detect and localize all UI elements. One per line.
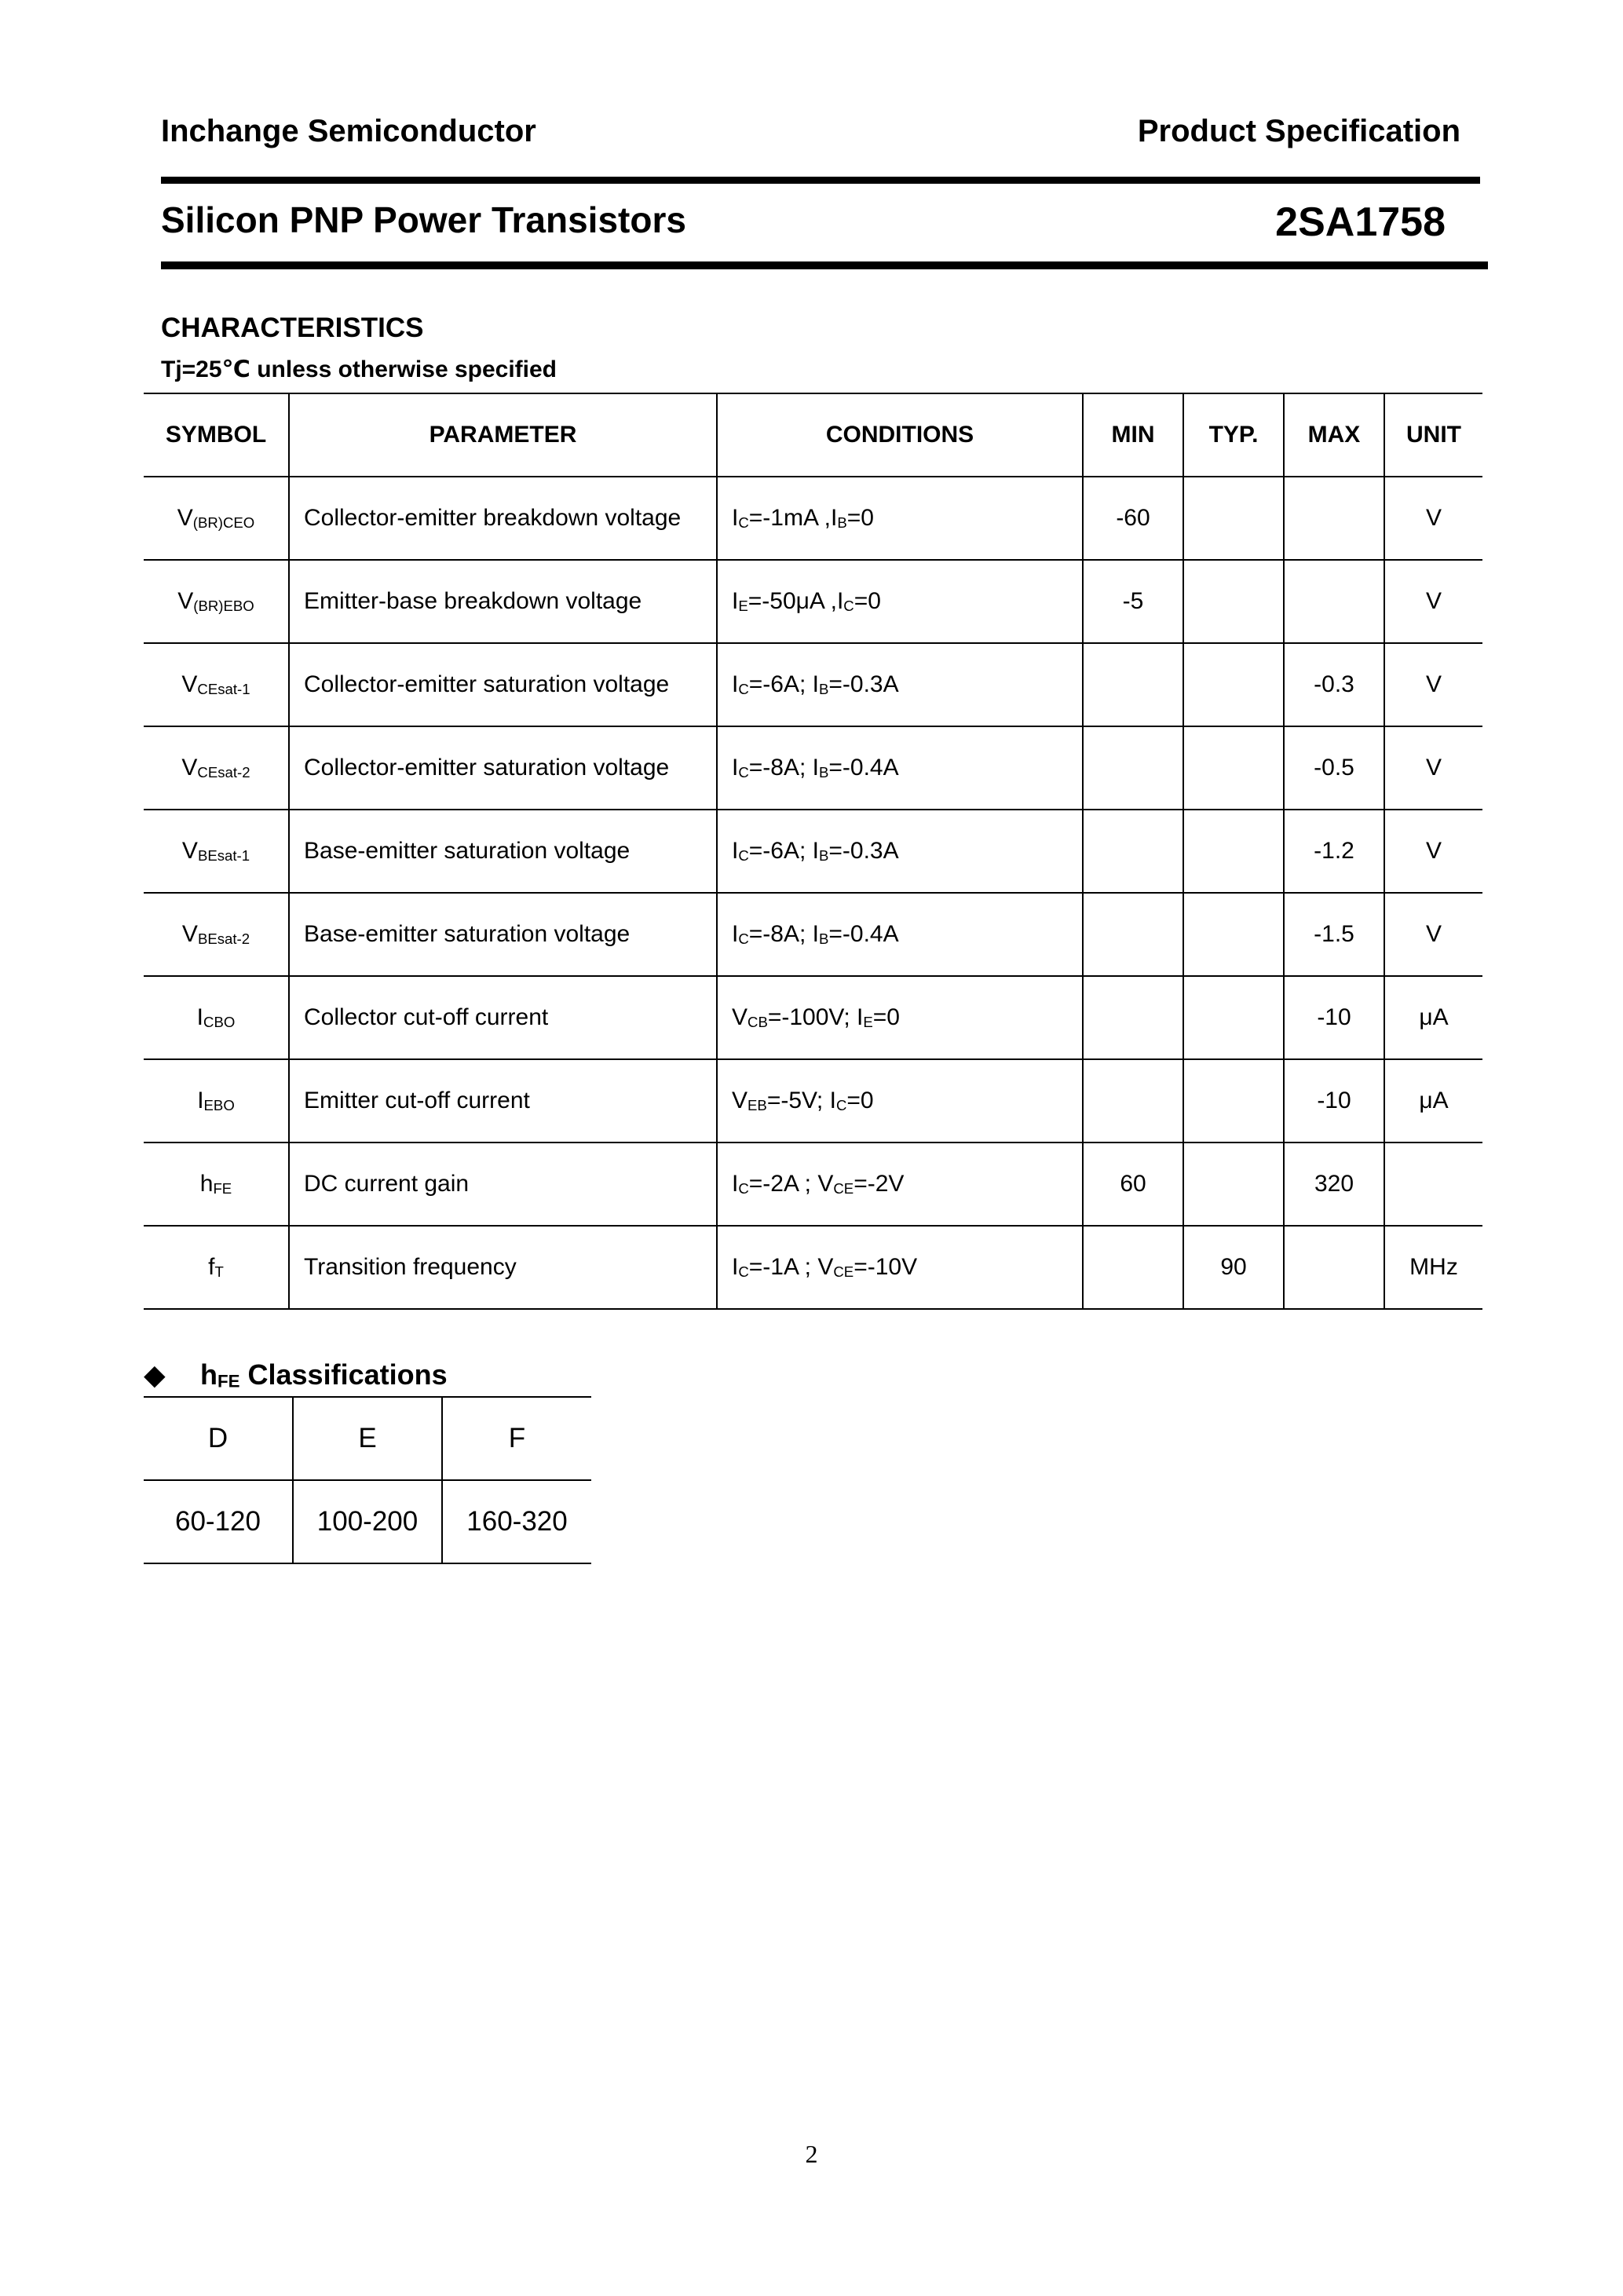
condition-letter: I	[812, 921, 819, 947]
condition-rest: =-5V;	[766, 1088, 830, 1113]
parameter-cell: Collector cut-off current	[289, 976, 717, 1059]
conditions-cell	[717, 643, 1083, 726]
condition-sub: C	[738, 514, 749, 531]
table-body	[144, 477, 1482, 1309]
column-header: TYP.	[1183, 393, 1284, 477]
condition-rest: =-8A;	[748, 921, 813, 947]
hfe-title	[144, 1358, 448, 1391]
condition-sub: CE	[833, 1179, 854, 1197]
condition-rest: =0	[846, 505, 874, 531]
header-rule-bottom	[161, 261, 1488, 269]
condition-sub: C	[738, 930, 749, 947]
max-cell: -10	[1284, 976, 1384, 1059]
symbol-sub: BEsat-2	[197, 930, 250, 947]
min-cell: -60	[1083, 477, 1183, 560]
symbol-main: V	[181, 671, 198, 697]
condition-letter: I	[732, 505, 739, 531]
condition-sub: B	[819, 846, 829, 864]
condition-rest: =-1A ;	[748, 1254, 818, 1280]
symbol-main: V	[181, 921, 198, 947]
condition-letter: I	[831, 505, 838, 531]
max-cell: -10	[1284, 1059, 1384, 1143]
min-cell	[1083, 976, 1183, 1059]
symbol-cell	[144, 810, 289, 893]
symbol-cell	[144, 893, 289, 976]
typ-cell: 90	[1183, 1226, 1284, 1309]
product-line: Silicon PNP Power Transistors	[161, 199, 686, 240]
condition-sub: C	[738, 846, 749, 864]
typ-cell	[1183, 893, 1284, 976]
symbol-sub: FE	[213, 1179, 232, 1197]
symbol-main: V	[181, 838, 198, 864]
condition-sub: CB	[748, 1013, 768, 1030]
conditions-cell	[717, 726, 1083, 810]
conditions-cell	[717, 976, 1083, 1059]
condition-rest: =-1mA ,	[748, 505, 831, 531]
condition-rest: =-0.4A	[828, 921, 899, 947]
condition-rest: =0	[846, 1088, 874, 1113]
conditions-cell	[717, 893, 1083, 976]
condition-rest: =-100V;	[767, 1004, 857, 1030]
condition-rest: =-6A;	[748, 838, 813, 864]
part-number: 2SA1758	[1275, 199, 1446, 245]
min-cell	[1083, 726, 1183, 810]
column-header: UNIT	[1384, 393, 1482, 477]
condition-rest: =-8A;	[748, 755, 813, 781]
symbol-sub: CBO	[203, 1013, 236, 1030]
table-row	[144, 1226, 1482, 1309]
symbol-cell	[144, 560, 289, 643]
unit-cell: MHz	[1384, 1226, 1482, 1309]
condition-sub: B	[819, 763, 829, 781]
symbol-cell	[144, 1143, 289, 1226]
condition-sub: B	[819, 930, 829, 947]
hfe-class-label: F	[442, 1397, 591, 1480]
max-cell: 320	[1284, 1143, 1384, 1226]
parameter-cell: Collector-emitter breakdown voltage	[289, 477, 717, 560]
parameter-cell: Emitter cut-off current	[289, 1059, 717, 1143]
conditions-cell	[717, 810, 1083, 893]
condition-letter: I	[732, 671, 739, 697]
condition-letter: I	[732, 755, 739, 781]
parameter-cell: Collector-emitter saturation voltage	[289, 643, 717, 726]
table-row	[144, 1143, 1482, 1226]
unit-cell: V	[1384, 560, 1482, 643]
condition-rest: =-0.4A	[828, 755, 899, 781]
max-cell	[1284, 560, 1384, 643]
section-title: CHARACTERISTICS	[161, 313, 424, 343]
min-cell	[1083, 1059, 1183, 1143]
unit-cell: μA	[1384, 1059, 1482, 1143]
condition-rest: =0	[854, 588, 881, 614]
column-header: CONDITIONS	[717, 393, 1083, 477]
header-rule-top	[161, 177, 1480, 184]
symbol-sub: BEsat-1	[197, 846, 250, 864]
conditions-cell	[717, 1059, 1083, 1143]
symbol-main: V	[181, 755, 198, 781]
unit-cell: V	[1384, 726, 1482, 810]
typ-cell	[1183, 477, 1284, 560]
parameter-cell: Transition frequency	[289, 1226, 717, 1309]
symbol-cell	[144, 976, 289, 1059]
symbol-main: I	[196, 1004, 204, 1030]
table-row	[144, 976, 1482, 1059]
symbol-main: f	[208, 1254, 215, 1280]
table-row	[144, 893, 1482, 976]
parameter-cell: Base-emitter saturation voltage	[289, 893, 717, 976]
hfe-title-main: h	[200, 1358, 217, 1391]
parameter-cell: Emitter-base breakdown voltage	[289, 560, 717, 643]
spec-label: Product Specification	[1137, 114, 1460, 148]
conditions-cell	[717, 1226, 1083, 1309]
min-cell	[1083, 643, 1183, 726]
condition-sub: E	[863, 1013, 873, 1030]
max-cell	[1284, 477, 1384, 560]
hfe-class-range: 60-120	[144, 1480, 293, 1563]
unit-cell	[1384, 1143, 1482, 1226]
symbol-sub: CEsat-1	[197, 680, 250, 697]
characteristics-table	[144, 393, 1482, 1310]
max-cell: -1.2	[1284, 810, 1384, 893]
typ-cell	[1183, 560, 1284, 643]
max-cell	[1284, 1226, 1384, 1309]
symbol-main: V	[177, 588, 194, 614]
min-cell	[1083, 1226, 1183, 1309]
page-number: 2	[805, 2140, 818, 2168]
table-header-row	[144, 393, 1482, 477]
column-header: MAX	[1284, 393, 1384, 477]
condition-letter: I	[732, 1254, 739, 1280]
condition-sub: C	[738, 680, 749, 697]
hfe-classification-table	[144, 1396, 591, 1564]
condition-rest: =0	[872, 1004, 900, 1030]
symbol-sub: CEsat-2	[197, 763, 250, 781]
condition-letter: I	[836, 588, 844, 614]
hfe-header-row	[144, 1397, 591, 1480]
header-mid	[161, 199, 1446, 254]
min-cell: -5	[1083, 560, 1183, 643]
symbol-main: h	[199, 1171, 214, 1197]
hfe-title-sub: FE	[217, 1371, 240, 1391]
diamond-bullet-icon: ◆	[144, 1358, 166, 1391]
condition-letter: V	[817, 1254, 834, 1280]
parameter-cell: Base-emitter saturation voltage	[289, 810, 717, 893]
table-row	[144, 560, 1482, 643]
unit-cell: V	[1384, 810, 1482, 893]
condition-letter: I	[812, 838, 819, 864]
typ-cell	[1183, 1143, 1284, 1226]
min-cell	[1083, 893, 1183, 976]
condition-rest: =-2V	[854, 1171, 905, 1197]
column-header: PARAMETER	[289, 393, 717, 477]
parameter-cell: DC current gain	[289, 1143, 717, 1226]
section-subtitle: Tj=25℃ unless otherwise specified	[161, 356, 557, 382]
table-row	[144, 643, 1482, 726]
condition-letter: I	[812, 671, 819, 697]
column-header: MIN	[1083, 393, 1183, 477]
condition-rest: =-50μA ,	[748, 588, 837, 614]
max-cell: -0.3	[1284, 643, 1384, 726]
table-row	[144, 726, 1482, 810]
table-row	[144, 1059, 1482, 1143]
condition-sub: CE	[833, 1263, 854, 1280]
symbol-cell	[144, 1226, 289, 1309]
condition-rest: =-2A ;	[748, 1171, 818, 1197]
hfe-value-row	[144, 1480, 591, 1563]
typ-cell	[1183, 726, 1284, 810]
condition-sub: E	[738, 597, 748, 614]
typ-cell	[1183, 810, 1284, 893]
symbol-main: I	[197, 1088, 204, 1113]
condition-sub: C	[738, 1179, 749, 1197]
max-cell: -0.5	[1284, 726, 1384, 810]
symbol-cell	[144, 726, 289, 810]
typ-cell	[1183, 976, 1284, 1059]
symbol-sub: (BR)EBO	[193, 597, 254, 614]
condition-letter: I	[732, 1171, 739, 1197]
condition-rest: =-10V	[854, 1254, 918, 1280]
condition-letter: I	[829, 1088, 836, 1113]
company-name: Inchange Semiconductor	[161, 114, 536, 148]
conditions-cell	[717, 560, 1083, 643]
symbol-sub: T	[214, 1263, 224, 1280]
unit-cell: V	[1384, 477, 1482, 560]
condition-sub: C	[738, 763, 749, 781]
condition-sub: B	[819, 680, 829, 697]
typ-cell	[1183, 1059, 1284, 1143]
condition-sub: C	[835, 1096, 847, 1113]
condition-letter: I	[732, 588, 739, 614]
typ-cell	[1183, 643, 1284, 726]
hfe-class-label: D	[144, 1397, 293, 1480]
condition-letter: V	[732, 1004, 748, 1030]
condition-letter: I	[812, 755, 819, 781]
condition-sub: B	[837, 514, 847, 531]
table-row	[144, 810, 1482, 893]
symbol-cell	[144, 643, 289, 726]
symbol-cell	[144, 477, 289, 560]
condition-rest: =-0.3A	[828, 671, 899, 697]
header-top	[161, 114, 1460, 161]
unit-cell: V	[1384, 893, 1482, 976]
table-row	[144, 477, 1482, 560]
condition-sub: EB	[748, 1096, 767, 1113]
hfe-class-range: 160-320	[442, 1480, 591, 1563]
condition-letter: I	[732, 838, 739, 864]
symbol-main: V	[177, 505, 193, 531]
max-cell: -1.5	[1284, 893, 1384, 976]
condition-sub: C	[738, 1263, 749, 1280]
unit-cell: V	[1384, 643, 1482, 726]
condition-letter: I	[857, 1004, 864, 1030]
symbol-sub: (BR)CEO	[192, 514, 255, 531]
parameter-cell: Collector-emitter saturation voltage	[289, 726, 717, 810]
conditions-cell	[717, 477, 1083, 560]
condition-letter: V	[817, 1171, 834, 1197]
condition-rest: =-6A;	[748, 671, 813, 697]
min-cell	[1083, 810, 1183, 893]
hfe-class-label: E	[293, 1397, 442, 1480]
unit-cell: μA	[1384, 976, 1482, 1059]
condition-letter: I	[732, 921, 739, 947]
symbol-cell	[144, 1059, 289, 1143]
symbol-sub: EBO	[203, 1096, 235, 1113]
hfe-title-rest: Classifications	[239, 1358, 448, 1391]
condition-letter: V	[732, 1088, 748, 1113]
min-cell: 60	[1083, 1143, 1183, 1226]
hfe-class-range: 100-200	[293, 1480, 442, 1563]
column-header: SYMBOL	[144, 393, 289, 477]
condition-sub: C	[843, 597, 854, 614]
condition-rest: =-0.3A	[828, 838, 899, 864]
conditions-cell	[717, 1143, 1083, 1226]
